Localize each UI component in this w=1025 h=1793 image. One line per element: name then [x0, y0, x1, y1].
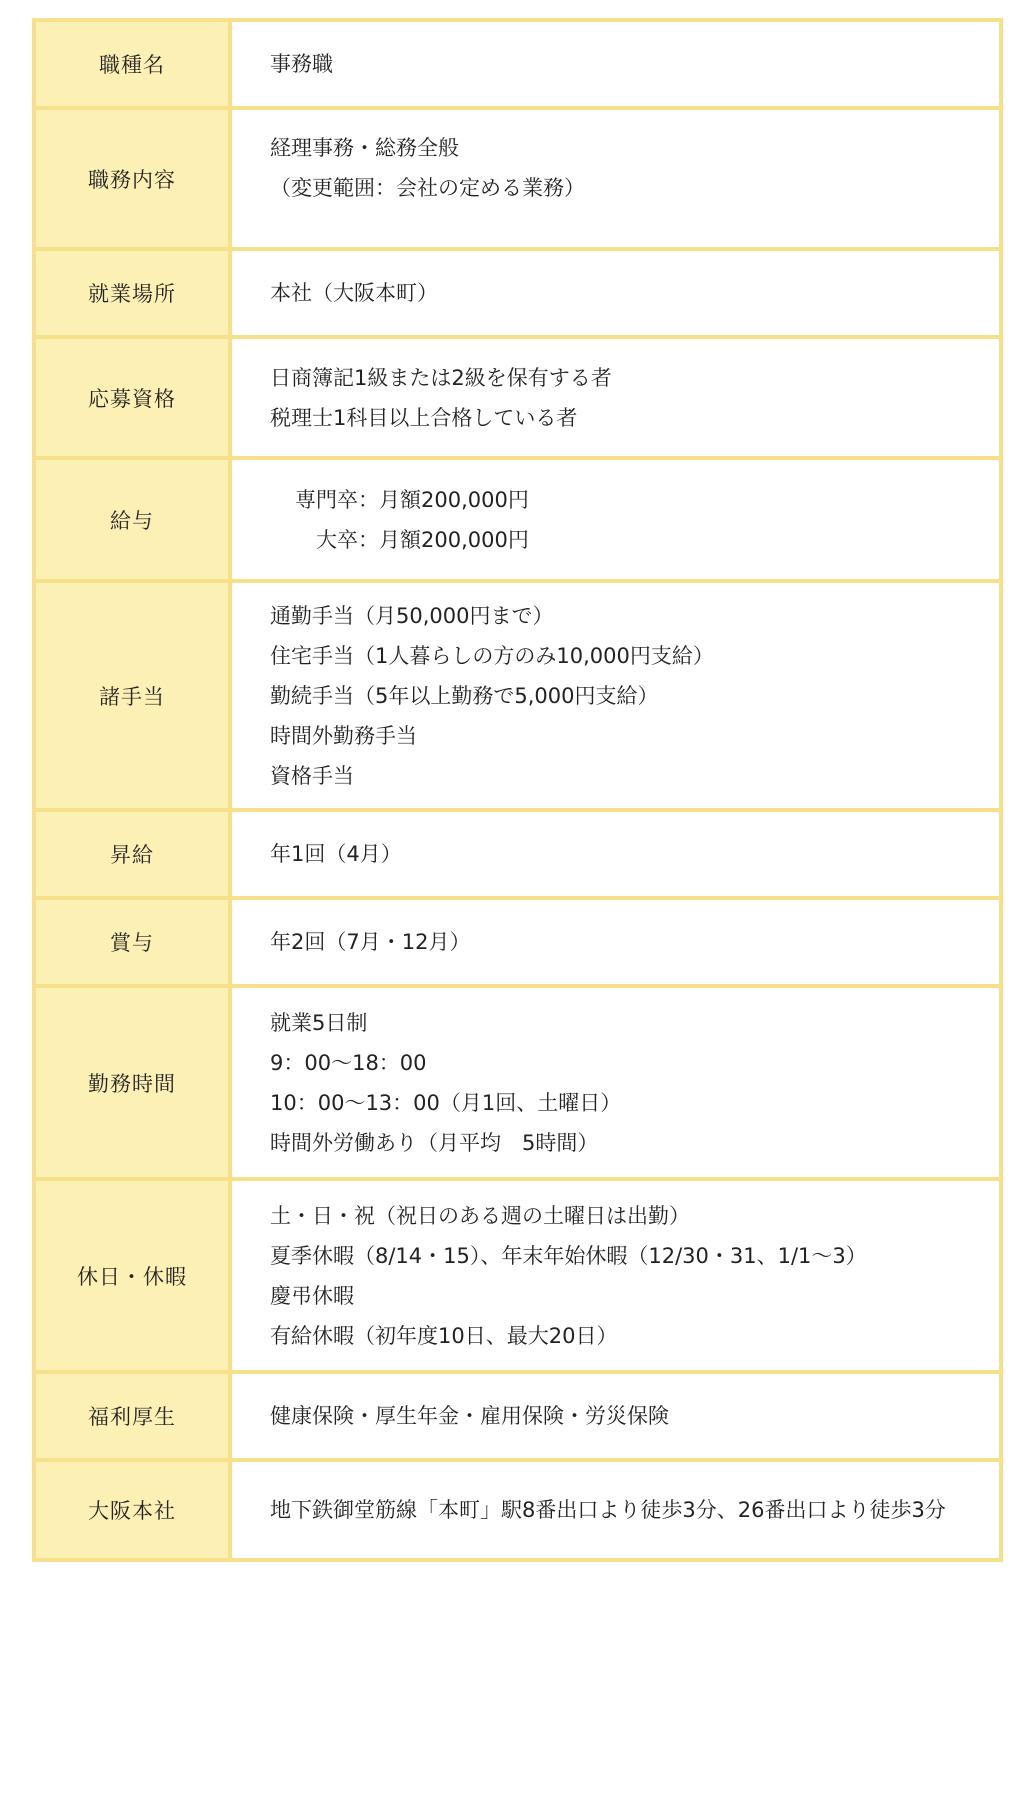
table-row — [34, 810, 1001, 898]
row-value — [230, 249, 1001, 337]
value-line: 年1回（4月） — [270, 842, 402, 866]
row-value — [230, 337, 1001, 458]
value-line: 経理事務・総務全般 — [270, 135, 459, 160]
table-row — [34, 249, 1001, 337]
row-value — [230, 1372, 1001, 1460]
value-line: 有給休暇（初年度10日、最大20日） — [270, 1323, 618, 1348]
table-row — [34, 1179, 1001, 1372]
value-line: 日商簿記1級または2級を保有する者 — [270, 365, 612, 390]
value-line: （変更範囲：会社の定める業務） — [270, 175, 585, 200]
row-label: 就業場所 — [34, 249, 230, 337]
value-line: 資格手当 — [270, 763, 354, 788]
row-label: 諸手当 — [34, 581, 230, 810]
value-line: 9：00～18：00 — [270, 1050, 427, 1075]
value-line: 慶弔休暇 — [270, 1283, 354, 1308]
value-line: 10：00～13：00（月1回、土曜日） — [270, 1090, 622, 1115]
value-line: 住宅手当（1人暮らしの方のみ10,000円支給） — [270, 643, 714, 668]
row-label: 賞与 — [34, 898, 230, 986]
row-value — [230, 108, 1001, 249]
table-row — [34, 20, 1001, 108]
salary-type: 大卒 — [316, 527, 358, 552]
row-label: 休日・休暇 — [34, 1179, 230, 1372]
row-label: 福利厚生 — [34, 1372, 230, 1460]
salary-type: 専門卒 — [295, 487, 358, 512]
value-line: 夏季休暇（8/14・15）、年末年始休暇（12/30・31、1/1～3） — [270, 1243, 867, 1268]
row-label: 給与 — [34, 458, 230, 581]
job-details-table — [32, 18, 1003, 1562]
value-line: 就業5日制 — [270, 1010, 368, 1035]
value-line: 時間外労働あり（月平均 5時間） — [270, 1130, 599, 1155]
value-line: 健康保険・厚生年金・雇用保険・労災保険 — [270, 1404, 669, 1428]
salary-amount: 月額200,000円 — [379, 487, 529, 512]
table-row — [34, 108, 1001, 249]
row-label: 大阪本社 — [34, 1460, 230, 1560]
row-value — [230, 458, 1001, 581]
row-value — [230, 986, 1001, 1179]
table-row — [34, 898, 1001, 986]
row-value — [230, 20, 1001, 108]
value-line: 通勤手当（月50,000円まで） — [270, 603, 554, 628]
row-label: 職種名 — [34, 20, 230, 108]
value-line: 土・日・祝（祝日のある週の土曜日は出勤） — [270, 1203, 690, 1228]
row-value — [230, 1179, 1001, 1372]
salary-separator: ： — [358, 487, 379, 512]
row-value — [230, 898, 1001, 986]
table-row — [34, 458, 1001, 581]
value-line: 本社（大阪本町） — [270, 281, 438, 305]
table-row — [34, 986, 1001, 1179]
row-value — [230, 1460, 1001, 1560]
salary-amount: 月額200,000円 — [379, 527, 529, 552]
table-row — [34, 581, 1001, 810]
salary-line — [270, 520, 999, 560]
salary-separator: ： — [358, 527, 379, 552]
row-value — [230, 581, 1001, 810]
salary-line — [270, 480, 999, 520]
value-line: 年2回（7月・12月） — [270, 930, 471, 954]
row-label: 職務内容 — [34, 108, 230, 249]
table-row — [34, 1460, 1001, 1560]
value-line: 地下鉄御堂筋線「本町」駅8番出口より徒歩3分、26番出口より徒歩3分 — [270, 1498, 946, 1522]
value-line: 時間外勤務手当 — [270, 723, 417, 748]
row-label: 昇給 — [34, 810, 230, 898]
value-line: 事務職 — [270, 52, 333, 76]
row-label: 応募資格 — [34, 337, 230, 458]
value-line: 税理士1科目以上合格している者 — [270, 405, 578, 430]
value-line: 勤続手当（5年以上勤務で5,000円支給） — [270, 683, 659, 708]
row-label: 勤務時間 — [34, 986, 230, 1179]
table-row — [34, 1372, 1001, 1460]
table-row — [34, 337, 1001, 458]
row-value — [230, 810, 1001, 898]
